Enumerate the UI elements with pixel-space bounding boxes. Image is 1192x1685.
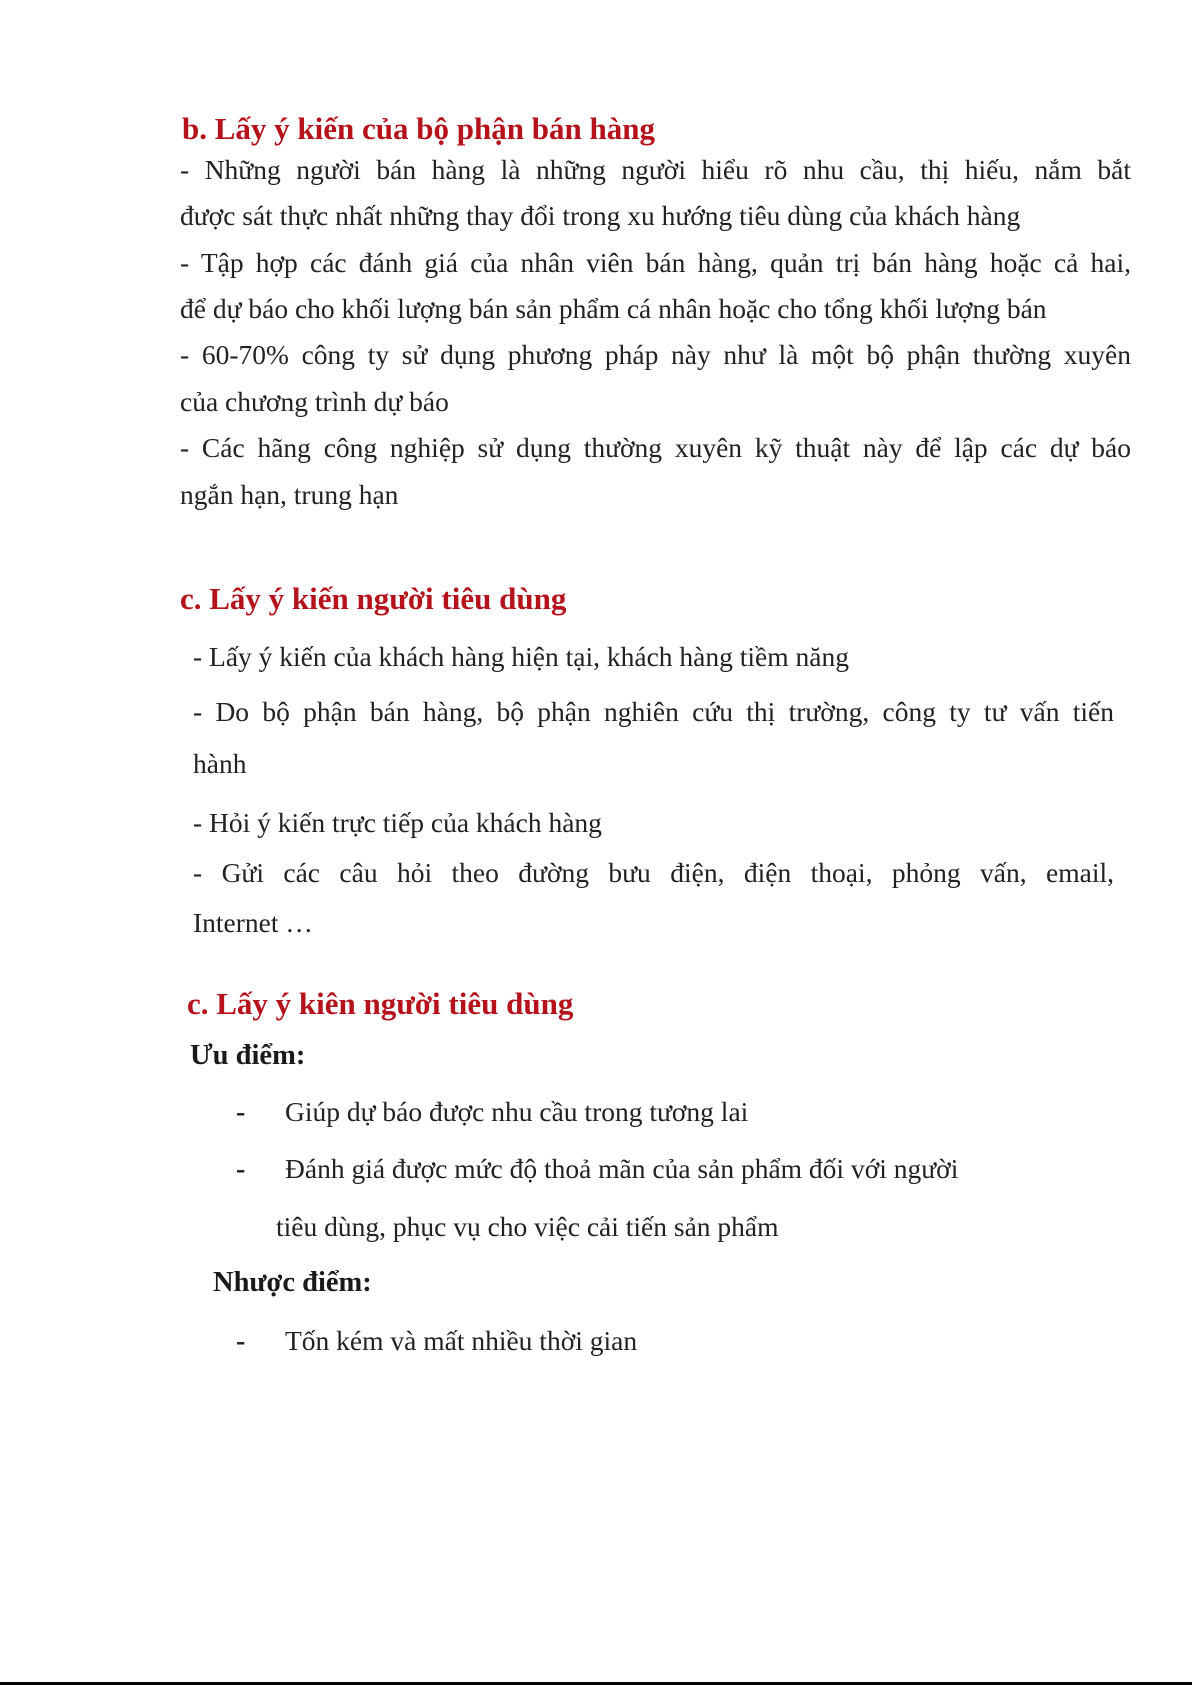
disadvantages-label: Nhược điểm:	[213, 1267, 372, 1298]
advantages-item-2-cont: tiêu dùng, phục vụ cho việc cải tiến sản phẩm	[276, 1211, 779, 1242]
section-b-paragraph-4	[180, 425, 1131, 472]
section-b-paragraph-1	[180, 147, 1131, 194]
advantages-bullet-2: -	[236, 1154, 246, 1185]
advantages-bullet-1: -	[236, 1097, 246, 1128]
section-c1-item-3: - Hỏi ý kiến trực tiếp của khách hàng	[193, 807, 602, 838]
paragraph-line: ngắn hạn, trung hạn	[180, 479, 399, 510]
section-b-paragraph-2-cont	[180, 286, 1131, 333]
section-b-paragraph-3	[180, 332, 1131, 379]
paragraph-line: để dự báo cho khối lượng bán sản phẩm cá nhân hoặc cho tổng khối lượng bán	[180, 293, 1047, 324]
section-b-paragraph-1-cont	[180, 193, 1131, 240]
section-c1-item-4-cont: Internet …	[193, 907, 313, 938]
section-c1-heading: c. Lấy ý kiến người tiêu dùng	[180, 581, 567, 616]
section-c1-item-2-cont: hành	[193, 748, 247, 779]
paragraph-line: - Các hãng công nghiệp sử dụng thường xuyên kỹ thuật này để lập các dự báo	[180, 432, 1131, 463]
section-c2-heading: c. Lấy ý kiên người tiêu dùng	[187, 986, 574, 1021]
disadvantages-item-1: Tốn kém và mất nhiều thời gian	[285, 1325, 638, 1356]
section-b-paragraph-2	[180, 240, 1131, 287]
paragraph-line: - 60-70% công ty sử dụng phương pháp này như là một bộ phận thường xuyên	[180, 339, 1131, 370]
section-b-paragraph-4-cont	[180, 472, 1131, 519]
section-b-heading: b. Lấy ý kiến của bộ phận bán hàng	[182, 111, 655, 146]
paragraph-line: - Tập hợp các đánh giá của nhân viên bán hàng, quản trị bán hàng hoặc cả hai,	[180, 247, 1131, 278]
section-c1-item-4: - Gửi các câu hỏi theo đường bưu điện, điện thoại, phỏng vấn, email,	[193, 857, 1114, 888]
paragraph-line: của chương trình dự báo	[180, 386, 449, 417]
section-b-paragraph-3-cont	[180, 379, 1131, 426]
section-c1-item-2: - Do bộ phận bán hàng, bộ phận nghiên cứu thị trường, công ty tư vấn tiến	[193, 696, 1114, 727]
section-c1-item-1: - Lấy ý kiến của khách hàng hiện tại, khách hàng tiềm năng	[193, 641, 849, 672]
advantages-label: Ưu điểm:	[190, 1040, 306, 1071]
paragraph-line: - Những người bán hàng là những người hiểu rõ nhu cầu, thị hiếu, nắm bắt	[180, 154, 1131, 185]
disadvantages-bullet-1: -	[236, 1326, 246, 1357]
paragraph-line: được sát thực nhất những thay đổi trong xu hướng tiêu dùng của khách hàng	[180, 200, 1021, 231]
advantages-item-2: Đánh giá được mức độ thoả mãn của sản phẩm đối với người	[285, 1153, 959, 1184]
advantages-item-1: Giúp dự báo được nhu cầu trong tương lai	[285, 1096, 749, 1127]
